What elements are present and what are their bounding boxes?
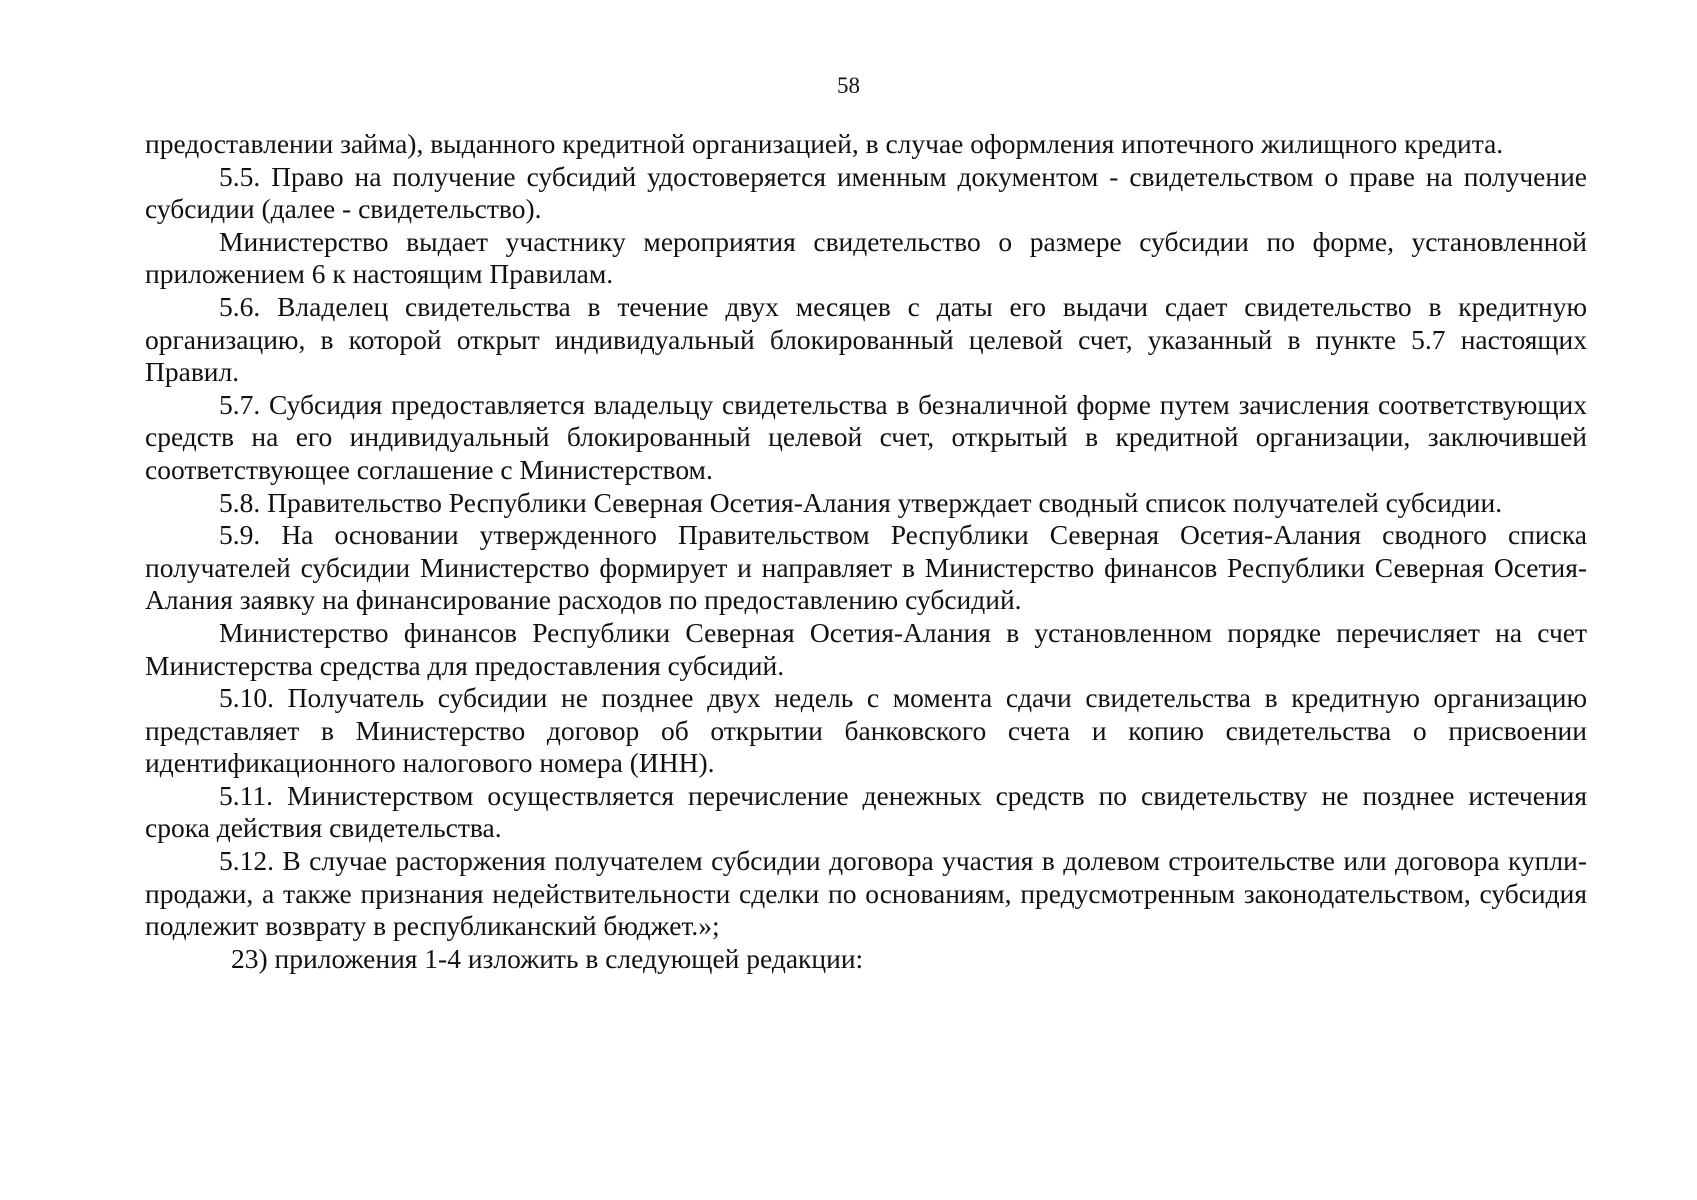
paragraph-continuation: предоставлении займа), выданного кредитной организацией, в случае оформления ипотечного жилищного кредита. — [145, 128, 1504, 159]
paragraph-5-5: 5.5. Право на получение субсидий удостоверяется именным документом - свидетельством о праве на получение субсидии (далее - свидетельство). — [145, 160, 1587, 225]
paragraph-5-12: 5.12. В случае расторжения получателем субсидии договора участия в долевом строительстве или договора купли-продажи, а также признания недействительности сделки по основаниям, предусмотренным законодательством, субсидия подлежит возврату в республиканский бюджет.»; — [145, 845, 1587, 942]
paragraph-5-9-transfer: Министерство финансов Республики Северная Осетия-Алания в установленном порядке перечисляет на счет Министерства средства для предоставления субсидий. — [145, 616, 1587, 681]
paragraph-5-7: 5.7. Субсидия предоставляется владельцу свидетельства в безналичной форме путем зачисления соответствующих средств на его индивидуальный блокированный целевой счет, открытый в кредитной организации, заключившей соответствующее соглашение с Министерством. — [145, 388, 1587, 485]
paragraph-5-6: 5.6. Владелец свидетельства в течение двух месяцев с даты его выдачи сдает свидетельство в кредитную организацию, в которой открыт индивидуальный блокированный целевой счет, указанный в пункте 5.7 настоящих Правил. — [145, 290, 1587, 388]
document-body — [145, 128, 1587, 975]
page-number: 58 — [837, 73, 860, 98]
paragraph-5-8: 5.8. Правительство Республики Северная Осетия-Алания утверждает сводный список получателей субсидии. — [219, 486, 1503, 518]
paragraph-5-10: 5.10. Получатель субсидии не позднее двух недель с момента сдачи свидетельства в кредитную организацию представляет в Министерство договор об открытии банковского счета и копию свидетельства о присвоении идентификационного налогового номера (ИНН). — [145, 682, 1587, 779]
paragraph-5-5-certificate-issuance: Министерство выдает участнику мероприятия свидетельство о размере субсидии по форме, установленной приложением 6 к настоящим Правилам. — [145, 225, 1587, 290]
paragraph-item-23: 23) приложения 1-4 изложить в следующей редакции: — [231, 942, 864, 974]
paragraph-5-11: 5.11. Министерством осуществляется перечисление денежных средств по свидетельству не позднее истечения срока действия свидетельства. — [145, 779, 1587, 844]
paragraph-5-9: 5.9. На основании утвержденного Правительством Республики Северная Осетия-Алания сводного списка получателей субсидии Министерство формирует и направляет в Министерство финансов Республики Северная Осетия-Алания заявку на финансирование расходов по предоставлению субсидий. — [145, 519, 1587, 616]
